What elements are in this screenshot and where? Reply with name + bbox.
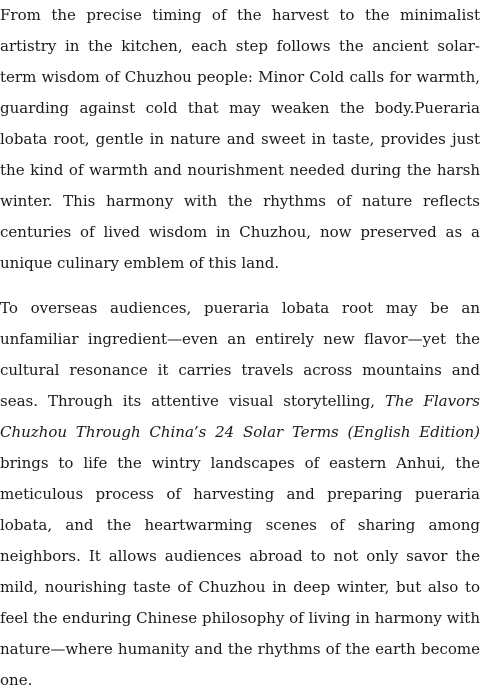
paragraph-1: From the precise timing of the harvest to the minimalist artistry in the kitchen, each step follows the ancient solar-term wisdom of Chuzhou people: Minor Cold calls for warmth, guarding against cold that may weaken the body.Pueraria lobata root, gentle in nature and sweet in taste, provides just the kind of warmth and nourishment needed during the harsh winter. This harmony with the rhythms of nature reflects centuries of lived wisdom in Chuzhou, now preserved as a unique culinary emblem of this land. — [0, 6, 480, 272]
paragraph-2 — [0, 293, 480, 696]
paragraph-2-body: brings to life the wintry landscapes of eastern Anhui, the meticulous process of harvesting and preparing pueraria lobata, and the heartwarming scenes of sharing among neighbors. It allows audiences abroad to not only savor the mild, nourishing taste of Chuzhou in deep winter, but also to feel the enduring Chinese philosophy of living in harmony with nature—where humanity and the rhythms of the earth become one. — [0, 454, 480, 689]
program-title: The Flavors Chuzhou Through China’s 24 Solar Terms (English Edition) — [0, 392, 480, 441]
paragraph-2-intro: To overseas audiences, pueraria lobata root may be an unfamiliar ingredient—even an entirely new flavor—yet the cultural resonance it carries travels across mountains and seas. Through its attentive visual storytelling, — [0, 299, 480, 410]
